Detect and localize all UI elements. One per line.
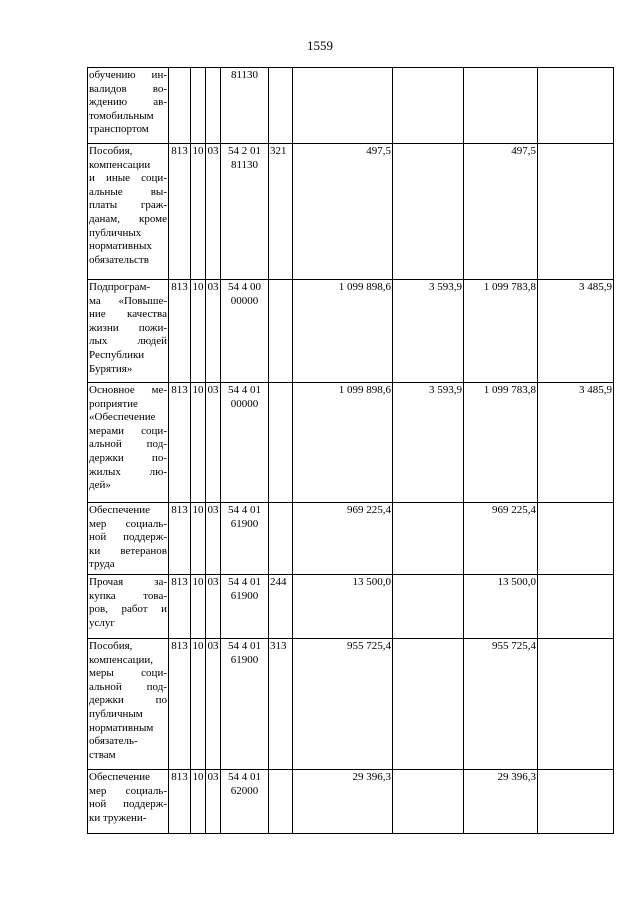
expense-type-cell <box>269 770 293 834</box>
section-cell: 10 <box>191 575 206 639</box>
row-name-line: Обеспечение <box>89 771 150 783</box>
subsection-cell <box>206 68 221 144</box>
amount-cell-3: 13 500,0 <box>464 575 538 639</box>
budget-table <box>87 67 614 834</box>
row-name-line: обязательств <box>89 253 149 266</box>
row-name-line: нормативных <box>89 240 152 253</box>
row-name-line: Пособия, <box>89 640 133 652</box>
expense-type-cell <box>269 503 293 575</box>
row-name-line: валидов во- <box>89 82 167 95</box>
target-article-line: 61900 <box>230 517 259 530</box>
row-name-line: альной под- <box>89 438 167 451</box>
row-name-line: альной под- <box>89 680 167 693</box>
row-name-line: меры соци- <box>89 667 167 680</box>
amount-cell-2: 3 593,9 <box>393 383 464 503</box>
table-row <box>88 383 614 503</box>
expense-type-cell <box>269 383 293 503</box>
amount-cell-2 <box>393 503 464 575</box>
row-name-line: ждению ав- <box>89 96 167 109</box>
row-name-line: жизни пожи- <box>89 321 167 334</box>
grbs-cell: 813 <box>169 383 191 503</box>
section-cell: 10 <box>191 503 206 575</box>
row-name-line: публичным <box>89 707 143 720</box>
grbs-cell: 813 <box>169 503 191 575</box>
row-name-line: ной поддерж- <box>89 531 167 544</box>
section-cell <box>191 68 206 144</box>
target-article-line: 00000 <box>230 294 259 307</box>
row-name-cell <box>88 383 169 503</box>
amount-cell-2 <box>393 68 464 144</box>
row-name-cell <box>88 639 169 770</box>
expense-type-cell <box>269 280 293 383</box>
section-cell: 10 <box>191 280 206 383</box>
amount-cell-4 <box>538 503 614 575</box>
row-name-line: ной поддерж- <box>89 798 167 811</box>
row-name-line: публичных <box>89 226 142 239</box>
amount-cell-1 <box>293 68 393 144</box>
expense-type-cell: 321 <box>269 144 293 280</box>
row-name-line: услуг <box>89 616 115 629</box>
subsection-cell: 03 <box>206 575 221 639</box>
grbs-cell: 813 <box>169 144 191 280</box>
subsection-cell: 03 <box>206 280 221 383</box>
row-name-line: дей» <box>89 479 111 492</box>
row-name-cell <box>88 770 169 834</box>
row-name-line: мер социаль- <box>89 784 167 797</box>
row-name-line: ки тружени- <box>89 811 147 824</box>
row-name-line: жилых лю- <box>89 465 167 478</box>
amount-cell-2 <box>393 770 464 834</box>
row-name-line: держки по <box>89 694 167 707</box>
table-row <box>88 575 614 639</box>
target-article-line: 61900 <box>230 653 259 666</box>
table-body <box>88 68 614 834</box>
grbs-cell: 813 <box>169 770 191 834</box>
section-cell: 10 <box>191 639 206 770</box>
subsection-cell: 03 <box>206 144 221 280</box>
section-cell: 10 <box>191 144 206 280</box>
row-name-line: купка това- <box>89 589 167 602</box>
target-article-line: 54 4 01 <box>228 640 261 652</box>
target-article-line: 81130 <box>230 158 259 171</box>
row-name-cell <box>88 575 169 639</box>
row-name-cell <box>88 68 169 144</box>
target-article-line: 54 4 01 <box>228 504 261 516</box>
row-name-line: ма «Повыше- <box>89 294 167 307</box>
amount-cell-4: 3 485,9 <box>538 280 614 383</box>
row-name-line: обучению ин- <box>89 69 167 81</box>
row-name-line: компенсации, <box>89 653 154 666</box>
subsection-cell: 03 <box>206 639 221 770</box>
target-article-line: 00000 <box>230 397 259 410</box>
target-article-line: 54 4 01 <box>228 771 261 783</box>
table-row <box>88 770 614 834</box>
expense-type-cell: 244 <box>269 575 293 639</box>
row-name-line: транспортом <box>89 123 149 136</box>
row-name-line: роприятие <box>89 397 138 410</box>
row-name-cell <box>88 144 169 280</box>
amount-cell-3 <box>464 68 538 144</box>
row-name-line: мер социаль- <box>89 517 167 530</box>
table-row <box>88 68 614 144</box>
row-name-line: ствам <box>89 748 116 761</box>
row-name-line: Бурятия» <box>89 362 133 375</box>
row-name-line: томобильным <box>89 109 154 122</box>
row-name-line: Пособия, <box>89 145 133 157</box>
amount-cell-1: 1 099 898,6 <box>293 383 393 503</box>
amount-cell-3: 29 396,3 <box>464 770 538 834</box>
row-name-line: ров, работ и <box>89 603 167 616</box>
amount-cell-2: 3 593,9 <box>393 280 464 383</box>
grbs-cell: 813 <box>169 280 191 383</box>
amount-cell-3: 497,5 <box>464 144 538 280</box>
target-article-line: 61900 <box>230 589 259 602</box>
table-row <box>88 503 614 575</box>
row-name-line: платы граж- <box>89 199 167 212</box>
subsection-cell: 03 <box>206 770 221 834</box>
table-row <box>88 144 614 280</box>
amount-cell-4 <box>538 639 614 770</box>
row-name-line: компенсации <box>89 158 151 171</box>
row-name-line: труда <box>89 558 115 571</box>
target-article-line: 81130 <box>230 69 259 81</box>
target-article-cell <box>221 503 269 575</box>
subsection-cell: 03 <box>206 503 221 575</box>
row-name-line: обязатель- <box>89 735 138 748</box>
amount-cell-1: 969 225,4 <box>293 503 393 575</box>
amount-cell-4 <box>538 770 614 834</box>
target-article-cell <box>221 280 269 383</box>
target-article-cell <box>221 575 269 639</box>
row-name-cell <box>88 503 169 575</box>
target-article-line: 54 4 00 <box>228 281 261 293</box>
row-name-line: данам, кроме <box>89 212 167 225</box>
row-name-line: Прочая за- <box>89 576 167 588</box>
amount-cell-4 <box>538 68 614 144</box>
grbs-cell <box>169 68 191 144</box>
row-name-line: «Обеспечение <box>89 411 156 424</box>
row-name-line: нормативным <box>89 721 154 734</box>
row-name-line: лых людей <box>89 335 167 348</box>
table-row <box>88 280 614 383</box>
row-name-line: ние качества <box>89 308 167 321</box>
target-article-cell <box>221 383 269 503</box>
target-article-cell <box>221 639 269 770</box>
target-article-line: 54 2 01 <box>228 145 261 157</box>
page-number: 1559 <box>307 38 333 53</box>
table-row <box>88 639 614 770</box>
amount-cell-3: 1 099 783,8 <box>464 280 538 383</box>
target-article-line: 54 4 01 <box>228 384 261 396</box>
amount-cell-3: 1 099 783,8 <box>464 383 538 503</box>
amount-cell-2 <box>393 144 464 280</box>
row-name-line: Основное ме- <box>89 384 167 396</box>
amount-cell-1: 497,5 <box>293 144 393 280</box>
section-cell: 10 <box>191 770 206 834</box>
row-name-line: Обеспечение <box>89 504 150 516</box>
amount-cell-1: 955 725,4 <box>293 639 393 770</box>
amount-cell-1: 13 500,0 <box>293 575 393 639</box>
subsection-cell: 03 <box>206 383 221 503</box>
row-name-cell <box>88 280 169 383</box>
grbs-cell: 813 <box>169 639 191 770</box>
amount-cell-4 <box>538 575 614 639</box>
section-cell: 10 <box>191 383 206 503</box>
expense-type-cell <box>269 68 293 144</box>
row-name-line: ки ветеранов <box>89 544 167 557</box>
amount-cell-1: 1 099 898,6 <box>293 280 393 383</box>
row-name-line: мерами соци- <box>89 424 167 437</box>
amount-cell-2 <box>393 575 464 639</box>
row-name-line: альные вы- <box>89 185 167 198</box>
target-article-line: 62000 <box>230 784 259 797</box>
amount-cell-1: 29 396,3 <box>293 770 393 834</box>
amount-cell-3: 955 725,4 <box>464 639 538 770</box>
target-article-cell <box>221 770 269 834</box>
target-article-line: 54 4 01 <box>228 576 261 588</box>
amount-cell-4 <box>538 144 614 280</box>
amount-cell-4: 3 485,9 <box>538 383 614 503</box>
row-name-line: Республики <box>89 348 145 361</box>
row-name-line: держки по- <box>89 451 167 464</box>
target-article-cell <box>221 68 269 144</box>
row-name-line: Подпрограм- <box>89 281 151 293</box>
row-name-line: и иные соци- <box>89 172 167 185</box>
amount-cell-2 <box>393 639 464 770</box>
amount-cell-3: 969 225,4 <box>464 503 538 575</box>
target-article-cell <box>221 144 269 280</box>
expense-type-cell: 313 <box>269 639 293 770</box>
grbs-cell: 813 <box>169 575 191 639</box>
